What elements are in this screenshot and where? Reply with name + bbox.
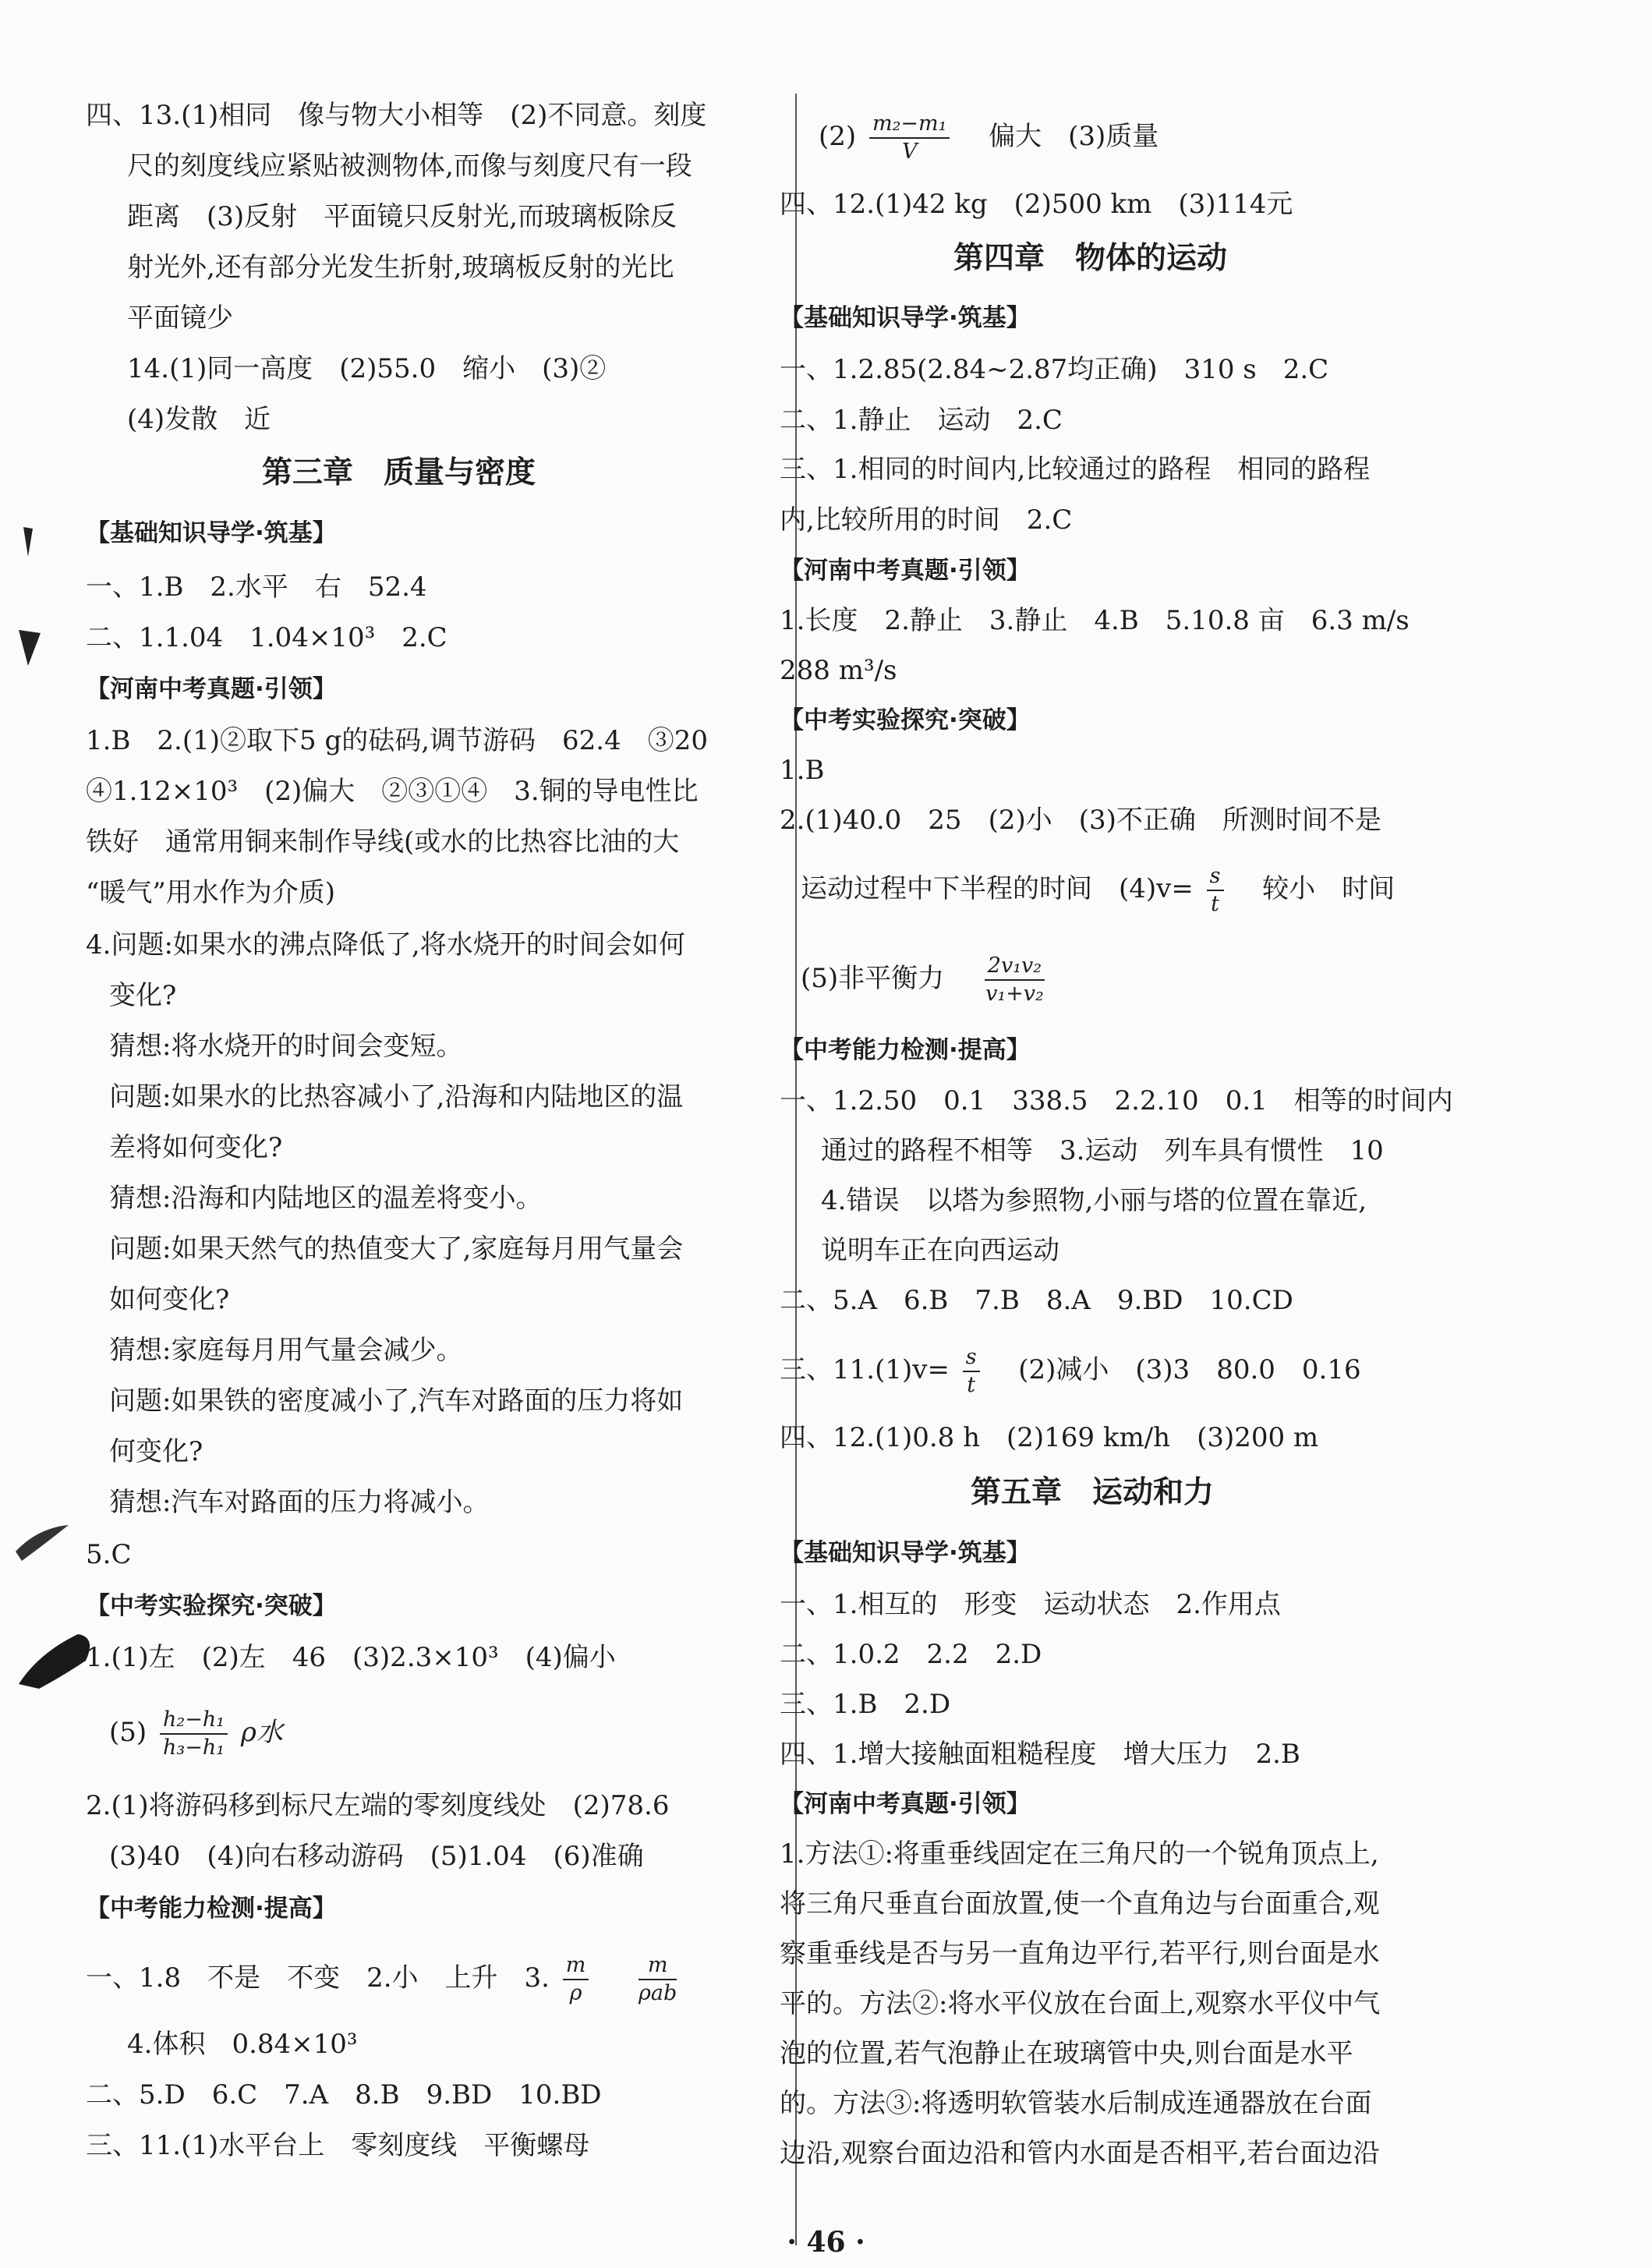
line-text: 运动过程中下半程的时间 (4)v= [801, 873, 1194, 904]
line-text: 三、11.(1)v= [780, 1354, 950, 1385]
line: 的。方法③:将透明软管装水后制成连通器放在台面 [780, 2088, 1372, 2119]
fraction-denominator: t [1211, 892, 1220, 916]
fraction-numerator: s [1207, 865, 1224, 891]
fraction-denominator: t [967, 1373, 976, 1397]
section-heading: 【中考实验探究·突破】 [780, 706, 1031, 734]
line: 如何变化? [109, 1284, 230, 1315]
line: 尺的刻度线应紧贴被测物体,而像与刻度尺有一段 [127, 150, 692, 182]
line-text: 较小 时间 [1262, 873, 1396, 904]
line: 1.长度 2.静止 3.静止 4.B 5.10.8 亩 6.3 m/s [780, 605, 1410, 636]
line: 1.(1)左 (2)左 46 (3)2.3×10³ (4)偏小 [86, 1642, 616, 1673]
line: 二、5.D 6.C 7.A 8.B 9.BD 10.BD [86, 2079, 602, 2111]
line-formula [801, 860, 1395, 918]
line: 猜想:沿海和内陆地区的温差将变小。 [109, 1183, 543, 1214]
line-text: (5)非平衡力 [801, 963, 945, 994]
line: 平面镜少 [127, 303, 233, 334]
line: 四、12.(1)42 kg (2)500 km (3)114元 [780, 189, 1293, 220]
line: ④1.12×10³ (2)偏大 ②③①④ 3.铜的导电性比 [86, 776, 699, 807]
line: 4.体积 0.84×10³ [127, 2029, 358, 2060]
line: 铁好 通常用铜来制作导线(或水的比热容比油的大 [86, 826, 680, 858]
fraction-numerator: m [639, 1954, 677, 1980]
fraction-density [869, 112, 950, 164]
line: 二、5.A 6.B 7.B 8.A 9.BD 10.CD [780, 1285, 1293, 1316]
fraction-s-t-2 [963, 1346, 980, 1397]
line: 14.(1)同一高度 (2)55.0 缩小 (3)② [127, 353, 607, 384]
line: 边沿,观察台面边沿和管内水面是否相平,若台面边沿 [780, 2138, 1380, 2169]
section-heading: 【河南中考真题·引领】 [780, 1790, 1031, 1818]
line: 5.C [86, 1539, 132, 1570]
line: 2.(1)将游码移到标尺左端的零刻度线处 (2)78.6 [86, 1790, 670, 1821]
section-heading: 【河南中考真题·引领】 [86, 675, 337, 703]
line: 泡的位置,若气泡静止在玻璃管中央,则台面是水平 [780, 2038, 1353, 2069]
section-heading: 【中考实验探究·突破】 [86, 1592, 337, 1620]
line: 三、11.(1)水平台上 零刻度线 平衡螺母 [86, 2130, 590, 2161]
fraction-m-rhoab [639, 1954, 677, 2005]
chapter-title: 第四章 物体的运动 [953, 241, 1228, 276]
line: 问题:如果铁的密度减小了,汽车对路面的压力将如 [109, 1385, 684, 1417]
line-formula [819, 108, 1159, 165]
fraction-denominator: ρab [639, 1981, 677, 2005]
chapter-title: 第三章 质量与密度 [262, 455, 536, 490]
line: 288 m³/s [780, 655, 897, 686]
line-formula [86, 1949, 681, 2007]
line: (4)发散 近 [127, 404, 271, 435]
fraction-denominator: v₁+v₂ [985, 982, 1044, 1006]
fraction-h [160, 1708, 228, 1760]
rho-water: ρ水 [240, 1717, 283, 1748]
line: 说明车正在向西运动 [821, 1235, 1059, 1266]
line: 三、1.相同的时间内,比较通过的路程 相同的路程 [780, 454, 1371, 485]
fraction-denominator: h₃−h₁ [162, 1735, 225, 1760]
line: 平的。方法②:将水平仪放在台面上,观察水平仪中气 [780, 1988, 1381, 2019]
line: 猜想:汽车对路面的压力将减小。 [109, 1487, 490, 1518]
line: “暖气”用水作为介质) [86, 877, 336, 908]
fraction-velocity [985, 954, 1045, 1006]
line: 内,比较所用的时间 2.C [780, 504, 1073, 536]
fraction-numerator: s [963, 1346, 980, 1372]
section-heading: 【中考能力检测·提高】 [86, 1895, 337, 1923]
line: 察重垂线是否与另一直角边平行,若平行,则台面是水 [780, 1938, 1380, 1969]
line: 猜想:将水烧开的时间会变短。 [109, 1031, 463, 1062]
line: 问题:如果天然气的热值变大了,家庭每月用气量会 [109, 1233, 684, 1265]
line-formula [801, 950, 1049, 1007]
line: 二、1.0.2 2.2 2.D [780, 1639, 1042, 1670]
line: 1.B 2.(1)②取下5 g的砝码,调节游码 62.4 ③20 [86, 725, 709, 756]
fraction-denominator: ρ [569, 1981, 582, 2005]
line: 射光外,还有部分光发生折射,玻璃板反射的光比 [127, 252, 674, 283]
line-text: 一、1.8 不是 不变 2.小 上升 3. [86, 1962, 550, 1994]
section-heading: 【河南中考真题·引领】 [780, 557, 1031, 585]
line: 四、13.(1)相同 像与物大小相等 (2)不同意。刻度 [86, 100, 707, 131]
line: 一、1.相互的 形变 运动状态 2.作用点 [780, 1589, 1281, 1620]
line: 二、1.1.04 1.04×10³ 2.C [86, 622, 447, 653]
line-text: (2)减小 (3)3 80.0 0.16 [1018, 1354, 1361, 1385]
line: 一、1.2.85(2.84~2.87均正确) 310 s 2.C [780, 354, 1329, 385]
line: (3)40 (4)向右移动游码 (5)1.04 (6)准确 [109, 1841, 644, 1872]
fraction-denominator: V [901, 140, 918, 164]
line: 4.错误 以塔为参照物,小丽与塔的位置在靠近, [821, 1185, 1367, 1216]
section-heading: 【中考能力检测·提高】 [780, 1036, 1031, 1064]
fraction-m-rho [563, 1954, 589, 2005]
line-formula [780, 1341, 1361, 1399]
line-formula [109, 1704, 283, 1761]
line: 四、12.(1)0.8 h (2)169 km/h (3)200 m [780, 1422, 1319, 1453]
line: 猜想:家庭每月用气量会减少。 [109, 1335, 463, 1366]
section-heading: 【基础知识导学·筑基】 [86, 519, 337, 547]
line: 二、1.静止 运动 2.C [780, 405, 1063, 436]
line: 何变化? [109, 1436, 203, 1467]
line: 差将如何变化? [109, 1132, 283, 1163]
line: 1.方法①:将重垂线固定在三角尺的一个锐角顶点上, [780, 1838, 1379, 1870]
fraction-s-t [1207, 865, 1224, 916]
section-heading: 【基础知识导学·筑基】 [780, 304, 1031, 332]
line: 距离 (3)反射 平面镜只反射光,而玻璃板除反 [127, 201, 677, 232]
line-text: 偏大 (3)质量 [989, 121, 1159, 152]
line: 三、1.B 2.D [780, 1689, 951, 1720]
item-label: (2) [819, 121, 857, 152]
chapter-title: 第五章 运动和力 [971, 1475, 1215, 1510]
line: 四、1.增大接触面粗糙程度 增大压力 2.B [780, 1739, 1300, 1770]
page-number: · 46 · [787, 2226, 865, 2259]
section-heading: 【基础知识导学·筑基】 [780, 1539, 1031, 1567]
line: 一、1.2.50 0.1 338.5 2.2.10 0.1 相等的时间内 [780, 1085, 1453, 1116]
item-label: (5) [109, 1717, 147, 1748]
line: 4.问题:如果水的沸点降低了,将水烧开的时间会如何 [86, 929, 685, 961]
fraction-numerator: m [563, 1954, 589, 1980]
line: 变化? [109, 980, 177, 1011]
fraction-numerator: m₂−m₁ [869, 112, 950, 139]
ink-mark-3 [14, 1520, 76, 1567]
line: 通过的路程不相等 3.运动 列车具有惯性 10 [821, 1135, 1384, 1166]
line: 2.(1)40.0 25 (2)小 (3)不正确 所测时间不是 [780, 805, 1381, 836]
ink-mark-2 [14, 624, 45, 670]
fraction-numerator: h₂−h₁ [160, 1708, 228, 1735]
fraction-numerator: 2v₁v₂ [985, 954, 1045, 981]
ink-mark-1 [17, 522, 41, 561]
line: 问题:如果水的比热容减小了,沿海和内陆地区的温 [109, 1081, 684, 1113]
line: 将三角尺垂直台面放置,使一个直角边与台面重合,观 [780, 1888, 1380, 1919]
line: 1.B [780, 755, 825, 786]
line: 一、1.B 2.水平 右 52.4 [86, 571, 427, 603]
